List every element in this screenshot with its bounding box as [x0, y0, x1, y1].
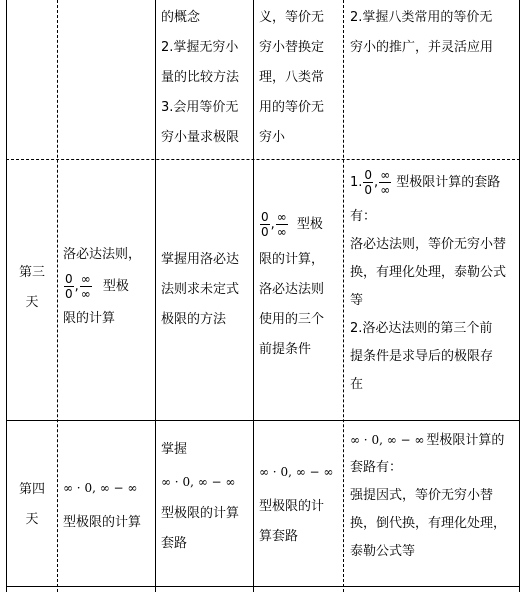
row3-goal-line: 套路: [161, 536, 188, 551]
row1-notes-cell: [350, 3, 493, 63]
row1-goal-line: 穷小量求极限: [161, 130, 240, 145]
row1-notes-line: 穷小的推广，并灵活应用: [350, 40, 494, 55]
row3-content-cell: [259, 452, 333, 552]
row2-content-formula: $\frac{0}{0}$ , $\frac{\infty}{\infty}$ 型极: [261, 210, 323, 239]
table-border-bottom: [6, 586, 520, 587]
row3-notes-line: 泰勒公式等: [350, 544, 416, 559]
row3-notes-line: 套路有：: [350, 460, 403, 475]
row2-notes-line: 有：: [350, 209, 377, 224]
day-label: 第三: [18, 265, 45, 280]
row3-notes-line: 换，倒代换，有理化处理，: [350, 516, 507, 531]
inf-over-inf-fraction: $\frac{\infty}{\infty}$: [276, 210, 287, 239]
row3-goal-line: 型极限的计算: [161, 506, 240, 521]
row1-goal-line: 量的比较方法: [161, 70, 240, 85]
zero-over-zero-fraction: $\frac{0}{0}$: [65, 272, 73, 301]
row2-goal-cell: [161, 245, 239, 335]
row2-topic-formula: $\frac{0}{0}$ , $\frac{\infty}{\infty}$ 型极: [65, 272, 129, 301]
day-label: 天: [25, 512, 39, 527]
row1-content-line: 穷小替换定: [259, 40, 325, 55]
row2-notes-line: 在: [350, 377, 364, 392]
row-divider-1: [6, 159, 520, 160]
row3-notes-formula: ∞ · 0, ∞ − ∞ 型极限计算的: [350, 433, 505, 448]
column-divider-2: [155, 0, 156, 592]
row-divider-2: [6, 420, 520, 421]
row3-day-cell: [8, 475, 56, 535]
table-border-left: [6, 0, 7, 592]
row2-content-line: 前提条件: [259, 342, 312, 357]
row1-goal-cell: [161, 3, 239, 153]
row2-topic-line: 洛必达法则，: [63, 247, 142, 262]
row2-goal-line: 掌握用洛必达: [161, 252, 240, 267]
zero-over-zero-fraction: $\frac{0}{0}$: [261, 210, 269, 239]
row1-goal-line: 的概念: [161, 10, 201, 25]
row2-notes-line: 等: [350, 293, 364, 308]
row2-notes-line: 提条件是求导后的极限存: [350, 349, 494, 364]
day-label: 天: [25, 295, 39, 310]
row1-content-line: 穷小: [259, 130, 286, 145]
row1-content-line: 理，八类常: [259, 70, 325, 85]
row3-goal-formula: ∞ · 0, ∞ − ∞: [161, 475, 236, 489]
row3-topic-cell: [63, 468, 141, 538]
row3-goal-line: 掌握: [161, 442, 188, 457]
row2-goal-line: 极限的方法: [161, 312, 227, 327]
row2-content-line: 洛必达法则: [259, 282, 325, 297]
row2-notes-formula: 1. $\frac{0}{0}$ , $\frac{\infty}{\infty}$ 型极限计算的套路: [350, 168, 501, 197]
row2-content-line: 使用的三个: [259, 312, 325, 327]
column-divider-3: [253, 0, 254, 592]
row3-content-line: 算套路: [259, 529, 299, 544]
row2-topic-cell: [63, 240, 141, 334]
row1-content-line: 用的等价无: [259, 100, 325, 115]
day-label: 第四: [18, 482, 45, 497]
row1-notes-line: 2.掌握八类常用的等价无: [350, 10, 493, 25]
row1-goal-line: 3.会用等价无: [161, 100, 239, 115]
row3-topic-line: 型极限的计算: [63, 515, 142, 530]
row3-notes-cell: [350, 426, 506, 566]
row2-notes-line: 2.洛必达法则的第三个前: [350, 321, 493, 336]
row3-content-formula: ∞ · 0, ∞ − ∞: [259, 465, 334, 479]
column-divider-4: [343, 0, 344, 592]
table-border-right: [519, 0, 520, 592]
row2-notes-line: 换，有理化处理，泰勒公式: [350, 265, 507, 280]
column-divider-1: [57, 0, 58, 592]
row1-goal-line: 2.掌握无穷小: [161, 40, 239, 55]
row2-content-cell: [259, 205, 324, 365]
row1-content-cell: [259, 3, 324, 153]
row2-notes-line: 洛必达法则，等价无穷小替: [350, 237, 507, 252]
row2-content-line: 限的计算，: [259, 252, 325, 267]
row3-topic-formula: ∞ · 0, ∞ − ∞: [63, 481, 138, 495]
inf-over-inf-fraction: $\frac{\infty}{\infty}$: [80, 272, 91, 301]
row3-notes-line: 强提因式，等价无穷小替: [350, 488, 494, 503]
row1-content-line: 义，等价无: [259, 10, 325, 25]
row2-goal-line: 法则求未定式: [161, 282, 240, 297]
row2-day-cell: [8, 258, 56, 318]
zero-over-zero-fraction: $\frac{0}{0}$: [364, 168, 373, 197]
row2-topic-line: 限的计算: [63, 311, 116, 326]
row3-goal-cell: [161, 435, 239, 559]
row2-notes-cell: [350, 163, 506, 399]
inf-over-inf-fraction: $\frac{\infty}{\infty}$: [380, 168, 391, 197]
row3-content-line: 型极限的计: [259, 499, 325, 514]
